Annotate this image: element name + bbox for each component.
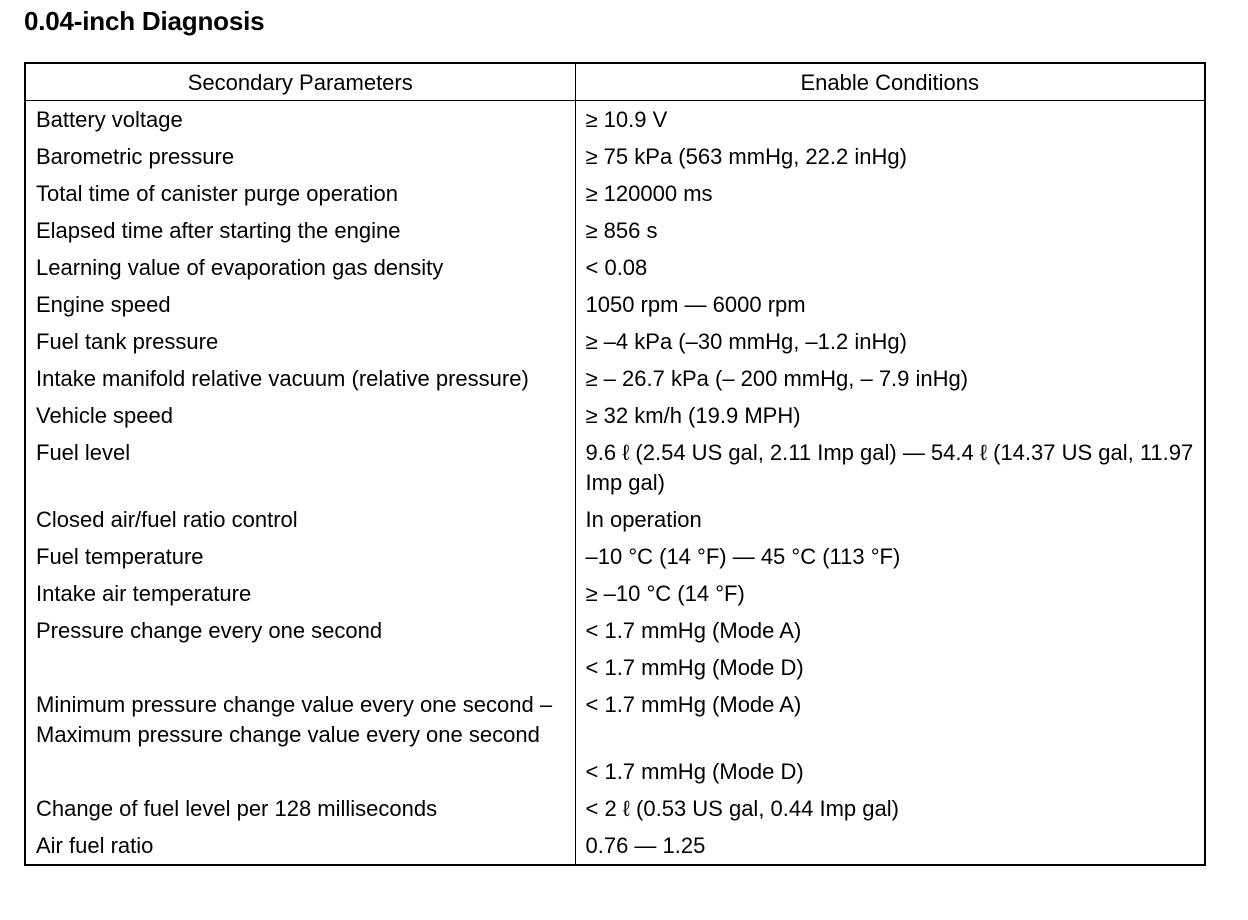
- parameter-cell: Barometric pressure: [25, 138, 575, 175]
- condition-cell: < 2 ℓ (0.53 US gal, 0.44 Imp gal): [575, 790, 1205, 827]
- condition-cell: ≥ –10 °C (14 °F): [575, 575, 1205, 612]
- parameter-cell: [25, 753, 575, 790]
- table-row: [25, 612, 1205, 649]
- page-title: 0.04-inch Diagnosis: [24, 6, 265, 36]
- column-header-secondary-parameters: Secondary Parameters: [25, 63, 575, 101]
- table-row: [25, 649, 1205, 686]
- condition-cell: ≥ 10.9 V: [575, 101, 1205, 139]
- table-row: [25, 538, 1205, 575]
- table-body: [25, 101, 1205, 866]
- condition-cell: ≥ –4 kPa (–30 mmHg, –1.2 inHg): [575, 323, 1205, 360]
- table-row: [25, 434, 1205, 501]
- condition-cell: 0.76 — 1.25: [575, 827, 1205, 865]
- parameter-cell: Intake air temperature: [25, 575, 575, 612]
- parameter-cell: Change of fuel level per 128 milliseconds: [25, 790, 575, 827]
- condition-cell: In operation: [575, 501, 1205, 538]
- table-row: [25, 501, 1205, 538]
- parameter-cell: Closed air/fuel ratio control: [25, 501, 575, 538]
- parameter-cell: Pressure change every one second: [25, 612, 575, 649]
- parameter-cell: Battery voltage: [25, 101, 575, 139]
- enable-conditions-table: [24, 62, 1206, 866]
- parameter-cell: Intake manifold relative vacuum (relative pressure): [25, 360, 575, 397]
- condition-cell: < 1.7 mmHg (Mode A): [575, 686, 1205, 753]
- parameter-cell: Elapsed time after starting the engine: [25, 212, 575, 249]
- condition-cell: 9.6 ℓ (2.54 US gal, 2.11 Imp gal) — 54.4 ℓ (14.37 US gal, 11.97 Imp gal): [575, 434, 1205, 501]
- column-header-enable-conditions: Enable Conditions: [575, 63, 1205, 101]
- condition-cell: < 1.7 mmHg (Mode A): [575, 612, 1205, 649]
- table-row: [25, 575, 1205, 612]
- condition-cell: ≥ 32 km/h (19.9 MPH): [575, 397, 1205, 434]
- table-row: [25, 175, 1205, 212]
- table-row: [25, 212, 1205, 249]
- condition-cell: –10 °C (14 °F) — 45 °C (113 °F): [575, 538, 1205, 575]
- condition-cell: ≥ – 26.7 kPa (– 200 mmHg, – 7.9 inHg): [575, 360, 1205, 397]
- condition-cell: ≥ 120000 ms: [575, 175, 1205, 212]
- condition-cell: ≥ 75 kPa (563 mmHg, 22.2 inHg): [575, 138, 1205, 175]
- parameter-cell: Fuel tank pressure: [25, 323, 575, 360]
- parameter-cell: Minimum pressure change value every one second – Maximum pressure change value every one second: [25, 686, 575, 753]
- table-row: [25, 286, 1205, 323]
- table-row: [25, 360, 1205, 397]
- table-row: [25, 686, 1205, 753]
- table-header: [25, 63, 1205, 101]
- table-row: [25, 790, 1205, 827]
- table-row: [25, 323, 1205, 360]
- parameter-cell: Air fuel ratio: [25, 827, 575, 865]
- condition-cell: ≥ 856 s: [575, 212, 1205, 249]
- table-row: [25, 249, 1205, 286]
- parameter-cell: Fuel level: [25, 434, 575, 501]
- condition-cell: 1050 rpm — 6000 rpm: [575, 286, 1205, 323]
- parameter-cell: Engine speed: [25, 286, 575, 323]
- table-row: [25, 101, 1205, 139]
- condition-cell: < 1.7 mmHg (Mode D): [575, 649, 1205, 686]
- parameter-cell: Fuel temperature: [25, 538, 575, 575]
- table-row: [25, 138, 1205, 175]
- condition-cell: < 1.7 mmHg (Mode D): [575, 753, 1205, 790]
- condition-cell: < 0.08: [575, 249, 1205, 286]
- table-row: [25, 753, 1205, 790]
- parameter-cell: Total time of canister purge operation: [25, 175, 575, 212]
- parameter-cell: Vehicle speed: [25, 397, 575, 434]
- parameter-cell: [25, 649, 575, 686]
- table-row: [25, 827, 1205, 865]
- table-row: [25, 397, 1205, 434]
- table-header-row: [25, 63, 1205, 101]
- parameter-cell: Learning value of evaporation gas density: [25, 249, 575, 286]
